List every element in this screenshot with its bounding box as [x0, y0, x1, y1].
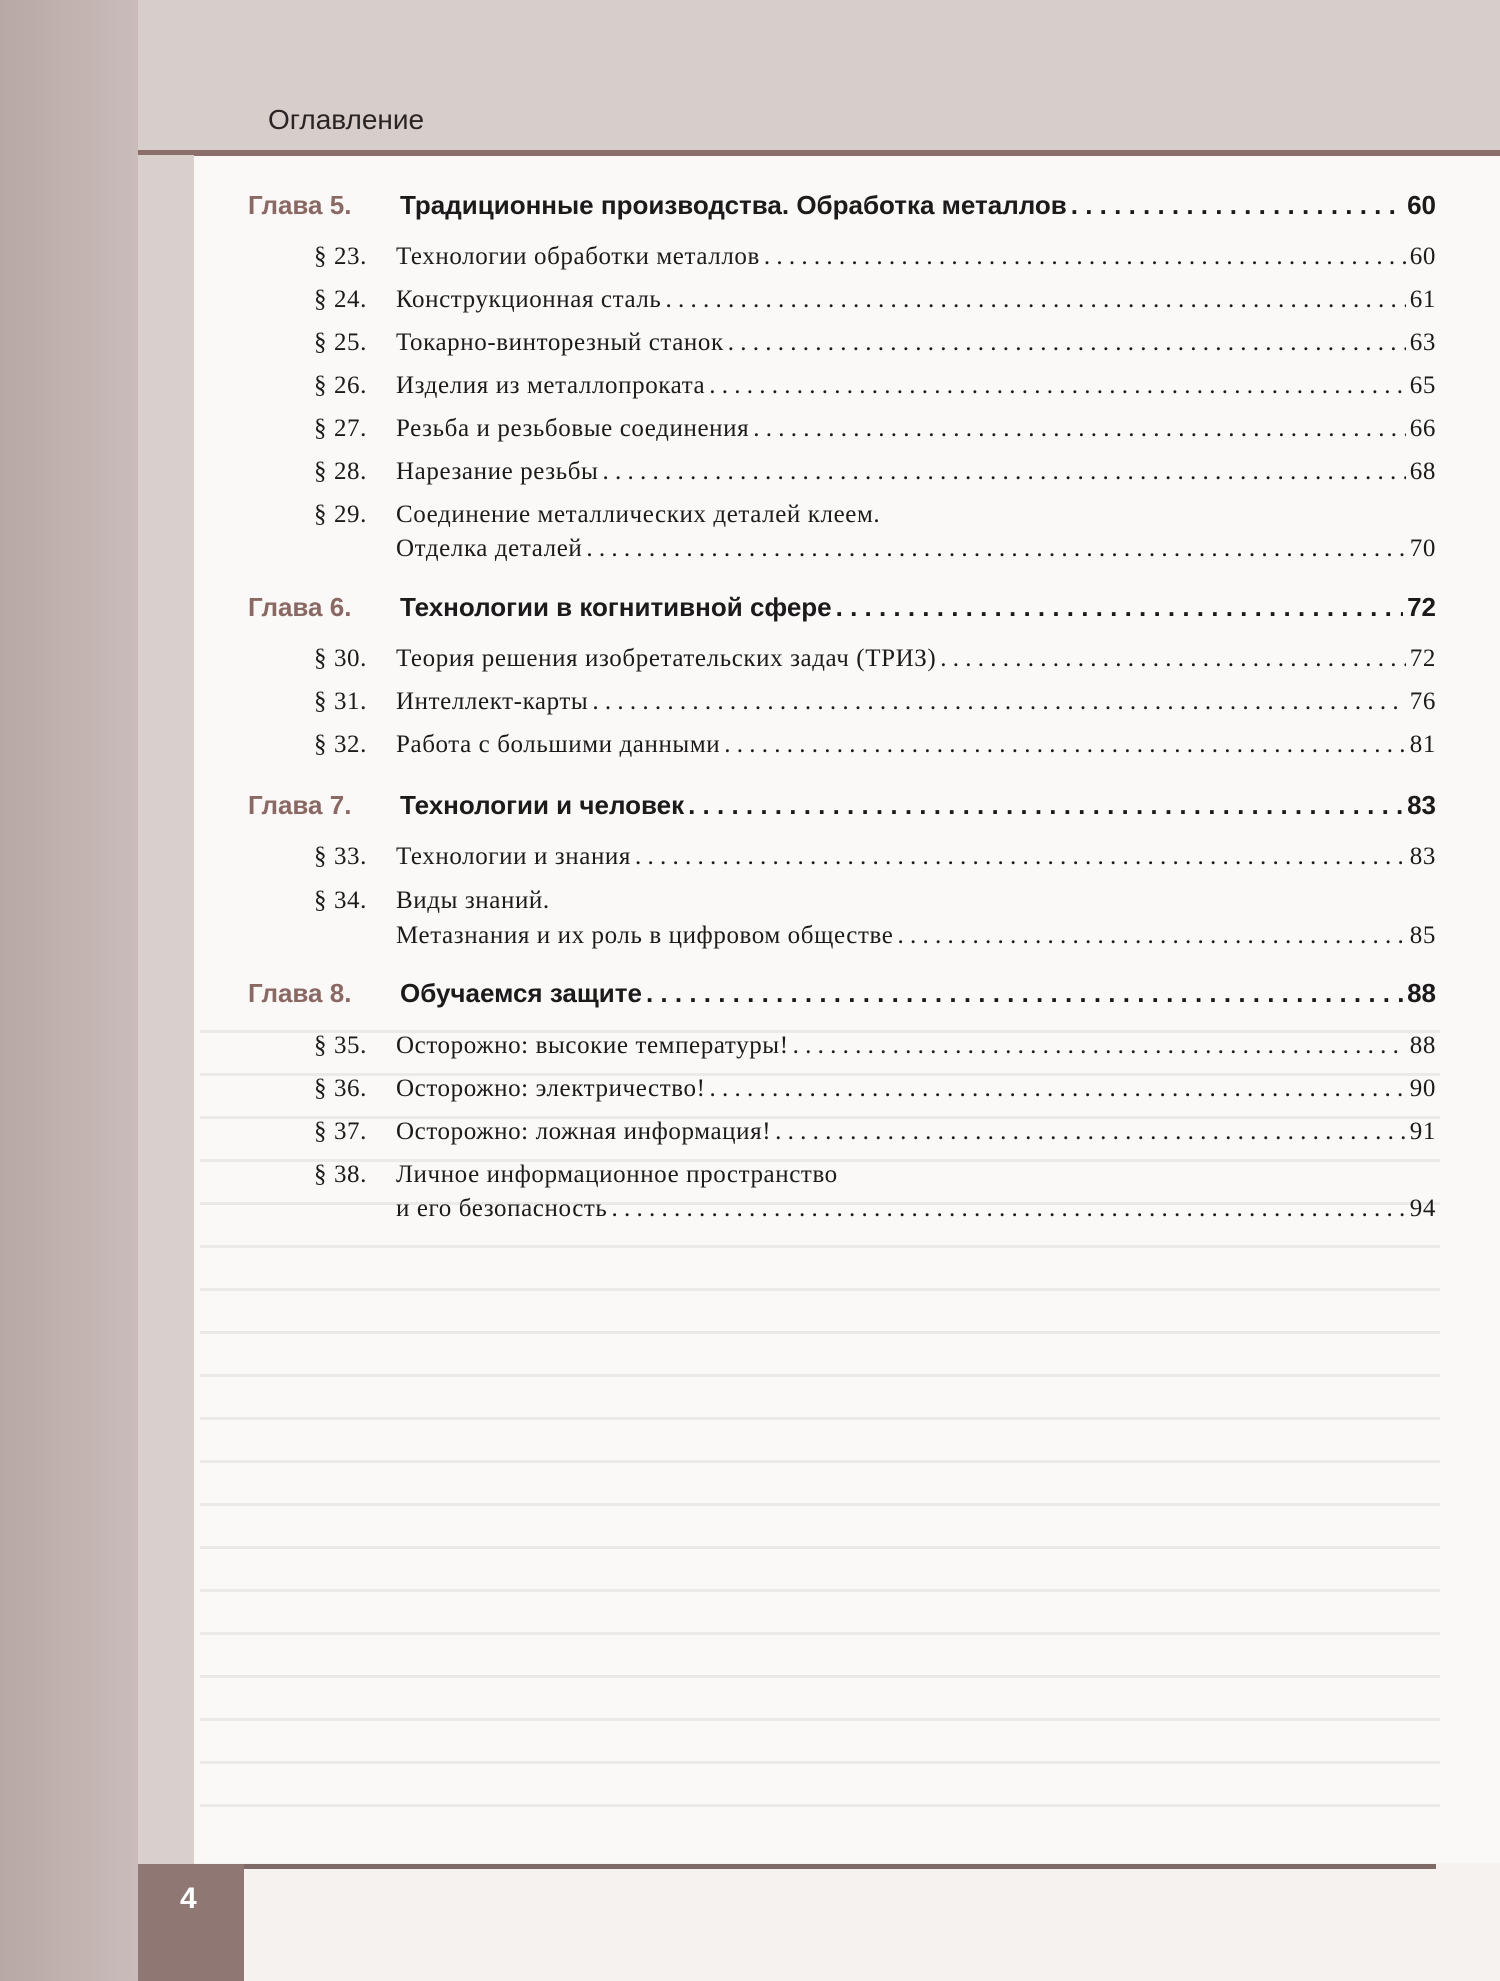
toc-chapter-8[interactable] [248, 978, 1436, 1009]
toc-section-36[interactable] [314, 1075, 1436, 1103]
page-number-box [138, 1864, 244, 1981]
page-ref: 66 [1409, 415, 1436, 442]
section-title: Осторожно: высокие температуры! [396, 1032, 789, 1059]
footer-rule [244, 1864, 1436, 1869]
section-title: Виды знаний. [396, 887, 550, 914]
toc-section-30[interactable] [314, 645, 1436, 673]
leader-dots [764, 243, 1406, 271]
section-number: § 38. [314, 1161, 367, 1188]
section-title: Осторожно: электричество! [396, 1075, 706, 1102]
toc-section-32[interactable] [314, 731, 1436, 759]
toc-section-24[interactable] [314, 286, 1436, 314]
section-title: Изделия из металлопроката [396, 372, 706, 399]
leader-dots [611, 1195, 1405, 1223]
chapter-title: Технологии и человек [400, 790, 685, 820]
leader-dots [1071, 190, 1403, 221]
page-ref: 91 [1409, 1118, 1436, 1145]
page-ref: 72 [1407, 592, 1436, 622]
page-ref: 60 [1407, 190, 1436, 220]
section-number: § 31. [314, 688, 367, 715]
page-ref: 90 [1409, 1075, 1436, 1102]
leader-dots [940, 645, 1406, 673]
leader-dots [688, 790, 1403, 821]
leader-dots [592, 688, 1405, 716]
leader-dots [724, 731, 1406, 759]
section-number: § 32. [314, 731, 367, 758]
page-ref: 94 [1409, 1195, 1436, 1222]
toc-section-29-cont[interactable] [396, 535, 1436, 563]
toc-section-29[interactable] [314, 501, 1436, 529]
section-number: § 30. [314, 645, 367, 672]
section-title: Конструкционная сталь [396, 286, 662, 313]
page-ref: 88 [1409, 1032, 1436, 1059]
page-ref: 65 [1409, 372, 1436, 399]
section-number: § 24. [314, 286, 367, 313]
leader-dots [602, 458, 1405, 486]
toc-chapter-6[interactable] [248, 592, 1436, 623]
page-ref: 76 [1409, 688, 1436, 715]
section-title: Технологии обработки металлов [396, 243, 760, 270]
leader-dots [836, 592, 1403, 623]
leader-dots [635, 843, 1406, 871]
section-number: § 23. [314, 243, 367, 270]
section-number: § 25. [314, 329, 367, 356]
section-title: Токарно-винторезный станок [396, 329, 724, 356]
toc-section-25[interactable] [314, 329, 1436, 357]
page-ref: 72 [1409, 645, 1436, 672]
leader-dots [793, 1032, 1406, 1060]
section-title: Нарезание резьбы [396, 458, 599, 485]
section-title: Соединение металлических деталей клеем. [396, 501, 881, 528]
section-number: § 37. [314, 1118, 367, 1145]
section-title: Интеллект-карты [396, 688, 589, 715]
section-title-cont: Метазнания и их роль в цифровом обществе [396, 922, 894, 949]
toc-chapter-5[interactable] [248, 190, 1436, 221]
toc-section-31[interactable] [314, 688, 1436, 716]
chapter-title: Обучаемся защите [400, 978, 642, 1008]
leader-dots [646, 978, 1403, 1009]
leader-dots [665, 286, 1405, 314]
section-title-cont: и его безопасность [396, 1195, 608, 1222]
section-title: Теория решения изобретательских задач (ТРИЗ) [396, 645, 937, 672]
leader-dots [753, 415, 1406, 443]
page-ref: 83 [1409, 843, 1436, 870]
page-number: 4 [180, 1882, 197, 1915]
leader-dots [728, 329, 1406, 357]
chapter-title: Традиционные производства. Обработка металлов [400, 190, 1067, 220]
leader-dots [710, 1075, 1406, 1103]
section-title: Личное информационное пространство [396, 1161, 838, 1188]
toc-section-38-cont[interactable] [396, 1195, 1436, 1223]
chapter-title: Технологии в когнитивной сфере [400, 592, 832, 622]
section-number: § 28. [314, 458, 367, 485]
section-number: § 27. [314, 415, 367, 442]
page-ref: 63 [1409, 329, 1436, 356]
chapter-number: Глава 5. [248, 190, 352, 220]
chapter-number: Глава 7. [248, 790, 352, 820]
page-ref: 81 [1409, 731, 1436, 758]
page-ref: 83 [1407, 790, 1436, 820]
section-number: § 35. [314, 1032, 367, 1059]
page-ref: 60 [1409, 243, 1436, 270]
page-ref: 61 [1409, 286, 1436, 313]
toc-section-38[interactable] [314, 1161, 1436, 1189]
leader-dots [709, 372, 1406, 400]
section-number: § 33. [314, 843, 367, 870]
section-title: Осторожно: ложная информация! [396, 1118, 772, 1145]
leader-dots [586, 535, 1405, 563]
section-number: § 34. [314, 887, 367, 914]
toc-section-26[interactable] [314, 372, 1436, 400]
section-title: Технологии и знания [396, 843, 632, 870]
chapter-number: Глава 8. [248, 978, 352, 1008]
section-number: § 36. [314, 1075, 367, 1102]
chapter-number: Глава 6. [248, 592, 352, 622]
toc-section-34[interactable] [314, 887, 1436, 915]
toc-section-27[interactable] [314, 415, 1436, 443]
toc-section-23[interactable] [314, 243, 1436, 271]
section-number: § 29. [314, 501, 367, 528]
leader-dots [775, 1118, 1406, 1146]
leader-dots [897, 922, 1405, 950]
toc-section-34-cont[interactable] [396, 922, 1436, 950]
page-ref: 68 [1409, 458, 1436, 485]
page-ref: 85 [1409, 922, 1436, 949]
section-title-cont: Отделка деталей [396, 535, 583, 562]
section-number: § 26. [314, 372, 367, 399]
page-title: Оглавление [268, 104, 425, 135]
toc-section-28[interactable] [314, 458, 1436, 486]
toc-chapter-7[interactable] [248, 790, 1436, 821]
page-ref: 88 [1407, 978, 1436, 1008]
section-title: Работа с большими данными [396, 731, 721, 758]
toc-section-33[interactable] [314, 843, 1436, 871]
section-title: Резьба и резьбовые соединения [396, 415, 750, 442]
page-ref: 70 [1409, 535, 1436, 562]
toc-section-37[interactable] [314, 1118, 1436, 1146]
toc-section-35[interactable] [314, 1032, 1436, 1060]
